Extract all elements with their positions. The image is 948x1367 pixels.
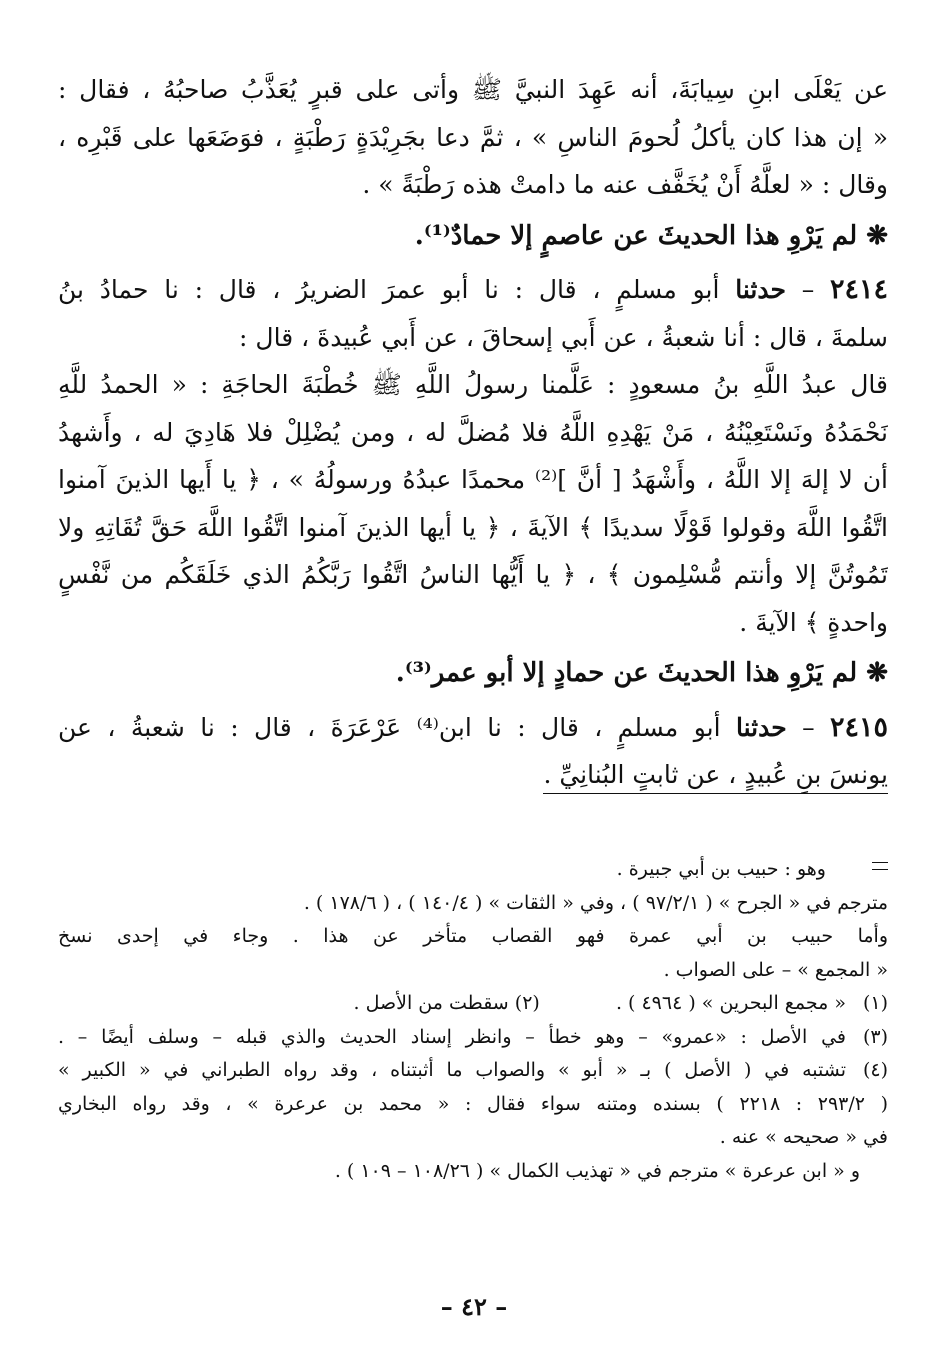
footnote-line: وأما حبيب بن أبي عمرة فهو القصاب متأخر عن هذا . وجاء في إحدى نسخ (58, 925, 888, 947)
isnad-text: أبو مسلمٍ ، قال : نا أبو عمرَ الضريرُ ، قال : نا حمادُ بنُ (58, 275, 720, 304)
text-line: واحدةٍ ﴾ الآيةَ . (739, 607, 888, 637)
hadith-2414-first-line (58, 266, 888, 314)
text-line: « إن هذا كان يأكلُ لُحومَ الناسِ » ، ثمَّ دعا بجَرِيْدَةٍ رَطْبَةٍ ، فوَضَعَها على قَبْرِه ، (58, 122, 888, 152)
text-line (58, 751, 888, 799)
text-line: قال عبدُ اللَّهِ بنُ مسعودٍ : عَلَّمنا رسولُ اللَّهِ ﷺ خُطْبَةَ الحاجَةِ : « الحمدُ للَّهِ (58, 370, 888, 399)
hadith-keyword: حدثنا (735, 275, 786, 304)
text-line: اتَّقُوا اللَّهَ وقولوا قَوْلًا سديدًا ﴾ الآيةَ ، ﴿ يا أيها الذينَ آمنوا اتَّقُوا اللَّهَ حَقَّ تُقَاتِهِ ولا (58, 512, 888, 542)
footnote-line: في « صحيحه » عنه . (719, 1126, 888, 1148)
hadith-2415-first-line (58, 704, 888, 752)
footnote-1-text: « مجمع البحرين » ( ٤٩٦٤ ) . (615, 992, 846, 1014)
footnote-line: « المجمع » – على الصواب . (663, 958, 888, 981)
hadith-number: ٢٤١٥ (830, 711, 888, 743)
footnote-text (58, 1054, 846, 1088)
text-line: وقال : « لعلَّهُ أَنْ يُخَفَّف عنه ما دامتْ هذه رَطْبَةً » . (362, 170, 888, 199)
footnote-1-2 (58, 987, 888, 1021)
text-line: سلمةَ ، قال : أنا شعبةُ ، عن أَبي إسحاقَ ، عن أَبي عُبيدةَ ، قال : (239, 322, 888, 352)
dash: – (802, 712, 815, 742)
underlined-text: يونسَ بنِ عُبيدٍ ، عن ثابتٍ البُنانِيِّ . (543, 757, 888, 794)
hadith-note-heading (58, 213, 888, 261)
note-line: ❋ لم يَرْوِ هذا الحديثَ عن عاصمٍ إلا حمادٌ⁽¹⁾. (414, 220, 888, 251)
footnote-text: في الأصل : «عمرو» – وهو خطأ – وانظر إسناد الحديث والذي قبله – وسلف أيضًا – . (58, 1025, 846, 1048)
footnote-line: و « ابن عرعرة » مترجم في « تهذيب الكمال » ( ١٠٨/٢٦ – ١٠٩ ) . (334, 1159, 860, 1182)
hadith-number: ٢٤١٤ (830, 274, 888, 305)
footnote-3 (58, 1021, 888, 1055)
dash: – (801, 275, 815, 304)
text-line: نَحْمَدُهُ ونَسْتَعِيْنُهُ ، مَنْ يَهْدِهِ اللَّهُ فلا مُضلَّ له ، ومن يُضْلِلْ فلا هَادِيَ له ، وأَشهدُ (58, 417, 888, 447)
footnote-line: وهو : حبيب بن أبي جبيرة . (616, 858, 826, 880)
page-number: – ٤٢ – (440, 1292, 508, 1321)
isnad-text: أبو مسلمٍ ، قال : نا ابن⁽⁴⁾ عَرْعَرَةَ ، قال : نا شعبةُ ، عن (58, 712, 721, 742)
footnote-line: تشتبه في ( الأصل ) بـ « أبو » والصواب ما أثبتناه ، وقد رواه الطبراني في « الكبير » (58, 1059, 846, 1081)
footnote-label: (١) (862, 992, 888, 1014)
footnote-4 (58, 1054, 888, 1088)
text-line: عن يَعْلَى ابنِ سِيابَةَ، أنه عَهِدَ النبيَّ ﷺ وأتى على قبرٍ يُعَذَّبُ صاحبُهُ ، فقال : (58, 75, 888, 104)
footnote-line: مترجم في « الجرح » ( ٩٧/٢/١ ) ، وفي « الثقات » ( ١٤٠/٤ ) ، ( ١٧٨/٦ ) . (303, 891, 888, 914)
text-line: أن لا إلهَ إلا اللَّهُ ، وأَشْهَدُ [ أنَّ ]⁽²⁾ محمدًا عبدُهُ ورسولُهُ » ، ﴿ يا أَيها الذينَ آمنوا (58, 465, 888, 494)
text-line: تَمُوتُنَّ إلا وأنتم مُّسْلِمون ﴾ ، ﴿ يا أَيُّها الناسُ اتَّقُوا رَبَّكُمُ الذي خَلَقَكُم من نَّفْسٍ (58, 560, 888, 589)
hadith-keyword: حدثنا (735, 712, 787, 742)
footnotes (58, 853, 888, 1188)
hadith-note-heading (58, 650, 888, 698)
footnote-2-text: سقطت من الأصل . (353, 992, 509, 1014)
footnote-label: (٣) (862, 1025, 888, 1048)
footnote-label: (٤) (862, 1059, 888, 1081)
footnote-line: ( ٢٩٣/٢ : ٢٢١٨ ) بسنده ومتنه سواء فقال : « محمد بن عرعرة » ، وقد رواه البخاري (58, 1092, 888, 1115)
footnote-2-label: (٢) (514, 992, 540, 1014)
note-line: ❋ لم يَرْوِ هذا الحديثَ عن حمادٍ إلا أبو عمر⁽³⁾. (395, 658, 888, 688)
main-text (58, 66, 888, 799)
footnote-text (58, 987, 846, 1021)
